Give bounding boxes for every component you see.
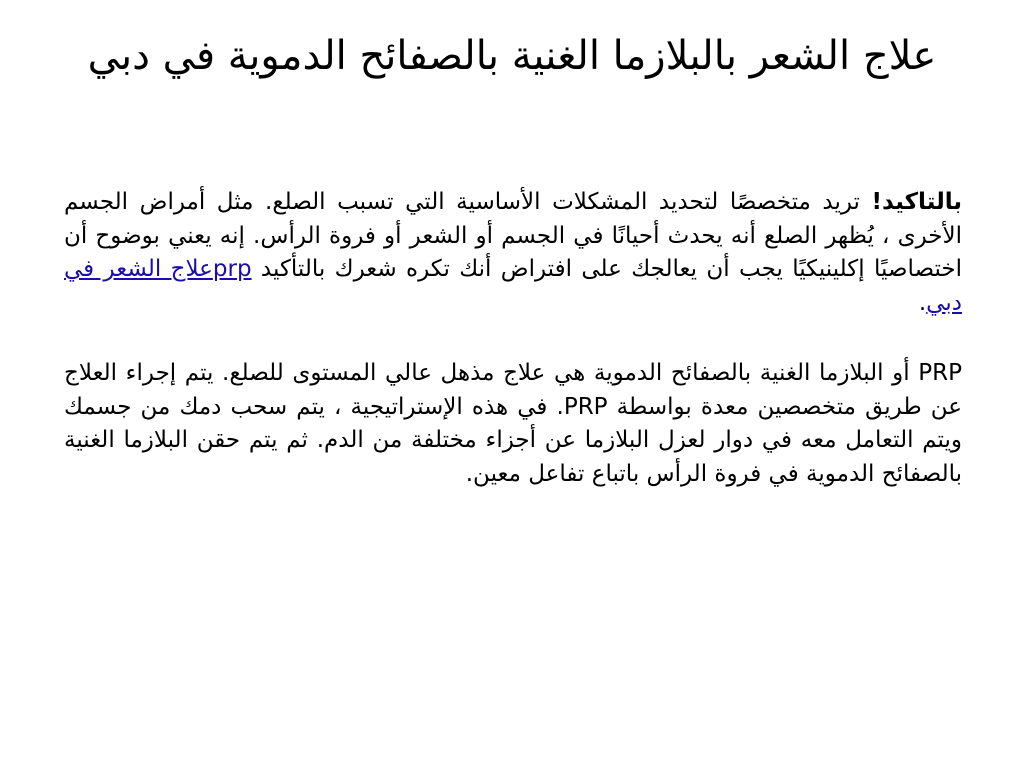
paragraph-1-end: . xyxy=(918,289,927,316)
slide-body xyxy=(64,186,962,491)
paragraph-1 xyxy=(64,186,962,320)
paragraph-2: PRP أو البلازما الغنية بالصفائح الدموية هي علاج مذهل عالي المستوى للصلع. يتم إجراء العلاج عن طريق متخصصين معدة بواسطة PRP. في هذه الإستراتيجية ، يتم سحب دمك من جسمك ويتم التعامل معه في دوار لعزل البلازما عن أجزاء مختلفة من الدم. ثم يتم حقن البلازما الغنية بالصفائح الدموية في فروة الرأس باتباع تفاعل معين. xyxy=(64,360,962,487)
paragraph-1-text: تريد متخصصًا لتحديد المشكلات الأساسية التي تسبب الصلع. مثل أمراض الجسم الأخرى ، يُظهر الصلع أنه يحدث أحيانًا في الجسم أو الشعر أو فروة الرأس. إنه يعني بوضوح أن اختصاصيًا إكلينيكيًا يجب أن يعالجك على افتراض أنك تكره شعرك بالتأكيد xyxy=(64,189,962,282)
prp-hair-treatment-link[interactable]: prpعلاج الشعر في دبي xyxy=(64,256,962,316)
page-title: علاج الشعر بالبلازما الغنية بالصفائح الدموية في دبي xyxy=(87,33,937,79)
paragraph-1-bold-lead: بالتاكيد! xyxy=(871,189,962,215)
